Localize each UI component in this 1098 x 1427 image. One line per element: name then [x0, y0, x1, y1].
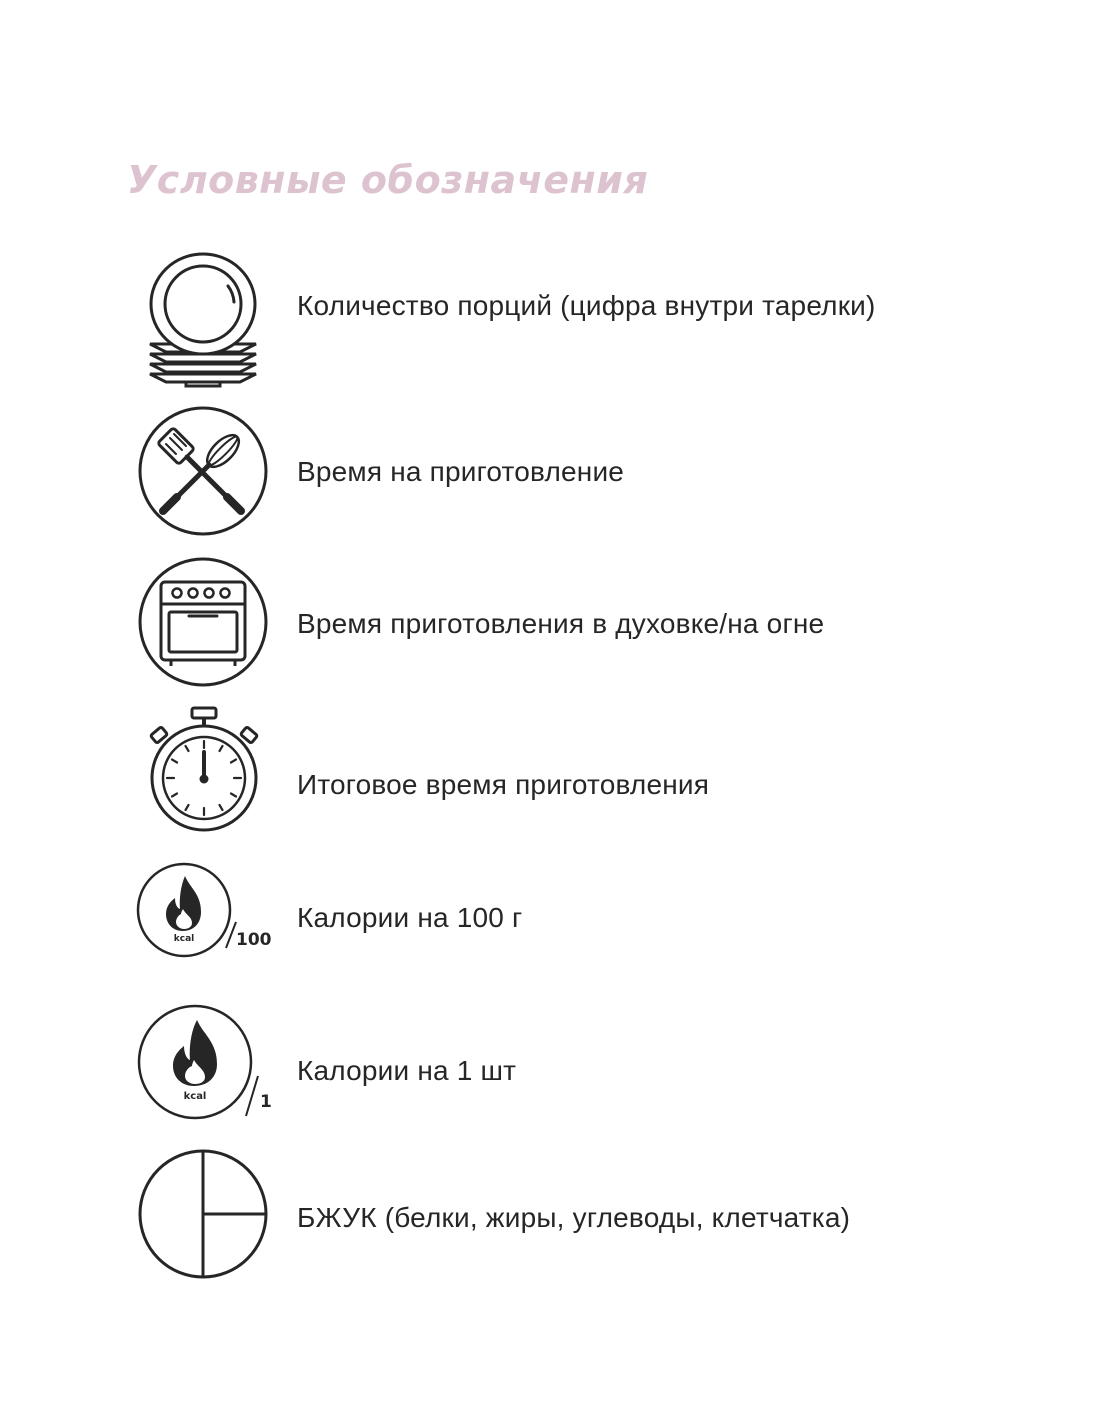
kcal-badge-text: kcal — [183, 1091, 207, 1102]
spatula-whisk-icon — [137, 405, 269, 537]
stacked-plates-icon — [140, 252, 266, 392]
flame-kcal-100-icon — [135, 862, 235, 960]
kcal-badge-text: kcal — [173, 934, 195, 944]
page-title: Условные обозначения — [127, 158, 649, 202]
legend-label-servings: Количество порций (цифра внутри тарелки) — [297, 290, 876, 321]
legend-label-prep-time: Время на приготовление — [297, 456, 625, 487]
legend-label-kcal-1pc: Калории на 1 шт — [297, 1055, 517, 1086]
divided-circle-icon — [137, 1148, 269, 1280]
legend-label-kcal-100g: Калории на 100 г — [297, 902, 523, 933]
kcal-suffix-100: 100 — [236, 930, 272, 950]
legend-label-macros: БЖУК (белки, жиры, углеводы, клетчатка) — [297, 1202, 851, 1233]
legend-label-total-time: Итоговое время приготовления — [297, 769, 710, 800]
oven-icon — [137, 556, 269, 688]
flame-kcal-1-icon — [135, 1004, 255, 1120]
kcal-suffix-1: 1 — [260, 1092, 272, 1112]
legend-label-oven-time: Время приготовления в духовке/на огне — [297, 608, 825, 639]
slash-mark — [244, 1074, 260, 1118]
stopwatch-icon — [148, 706, 260, 834]
